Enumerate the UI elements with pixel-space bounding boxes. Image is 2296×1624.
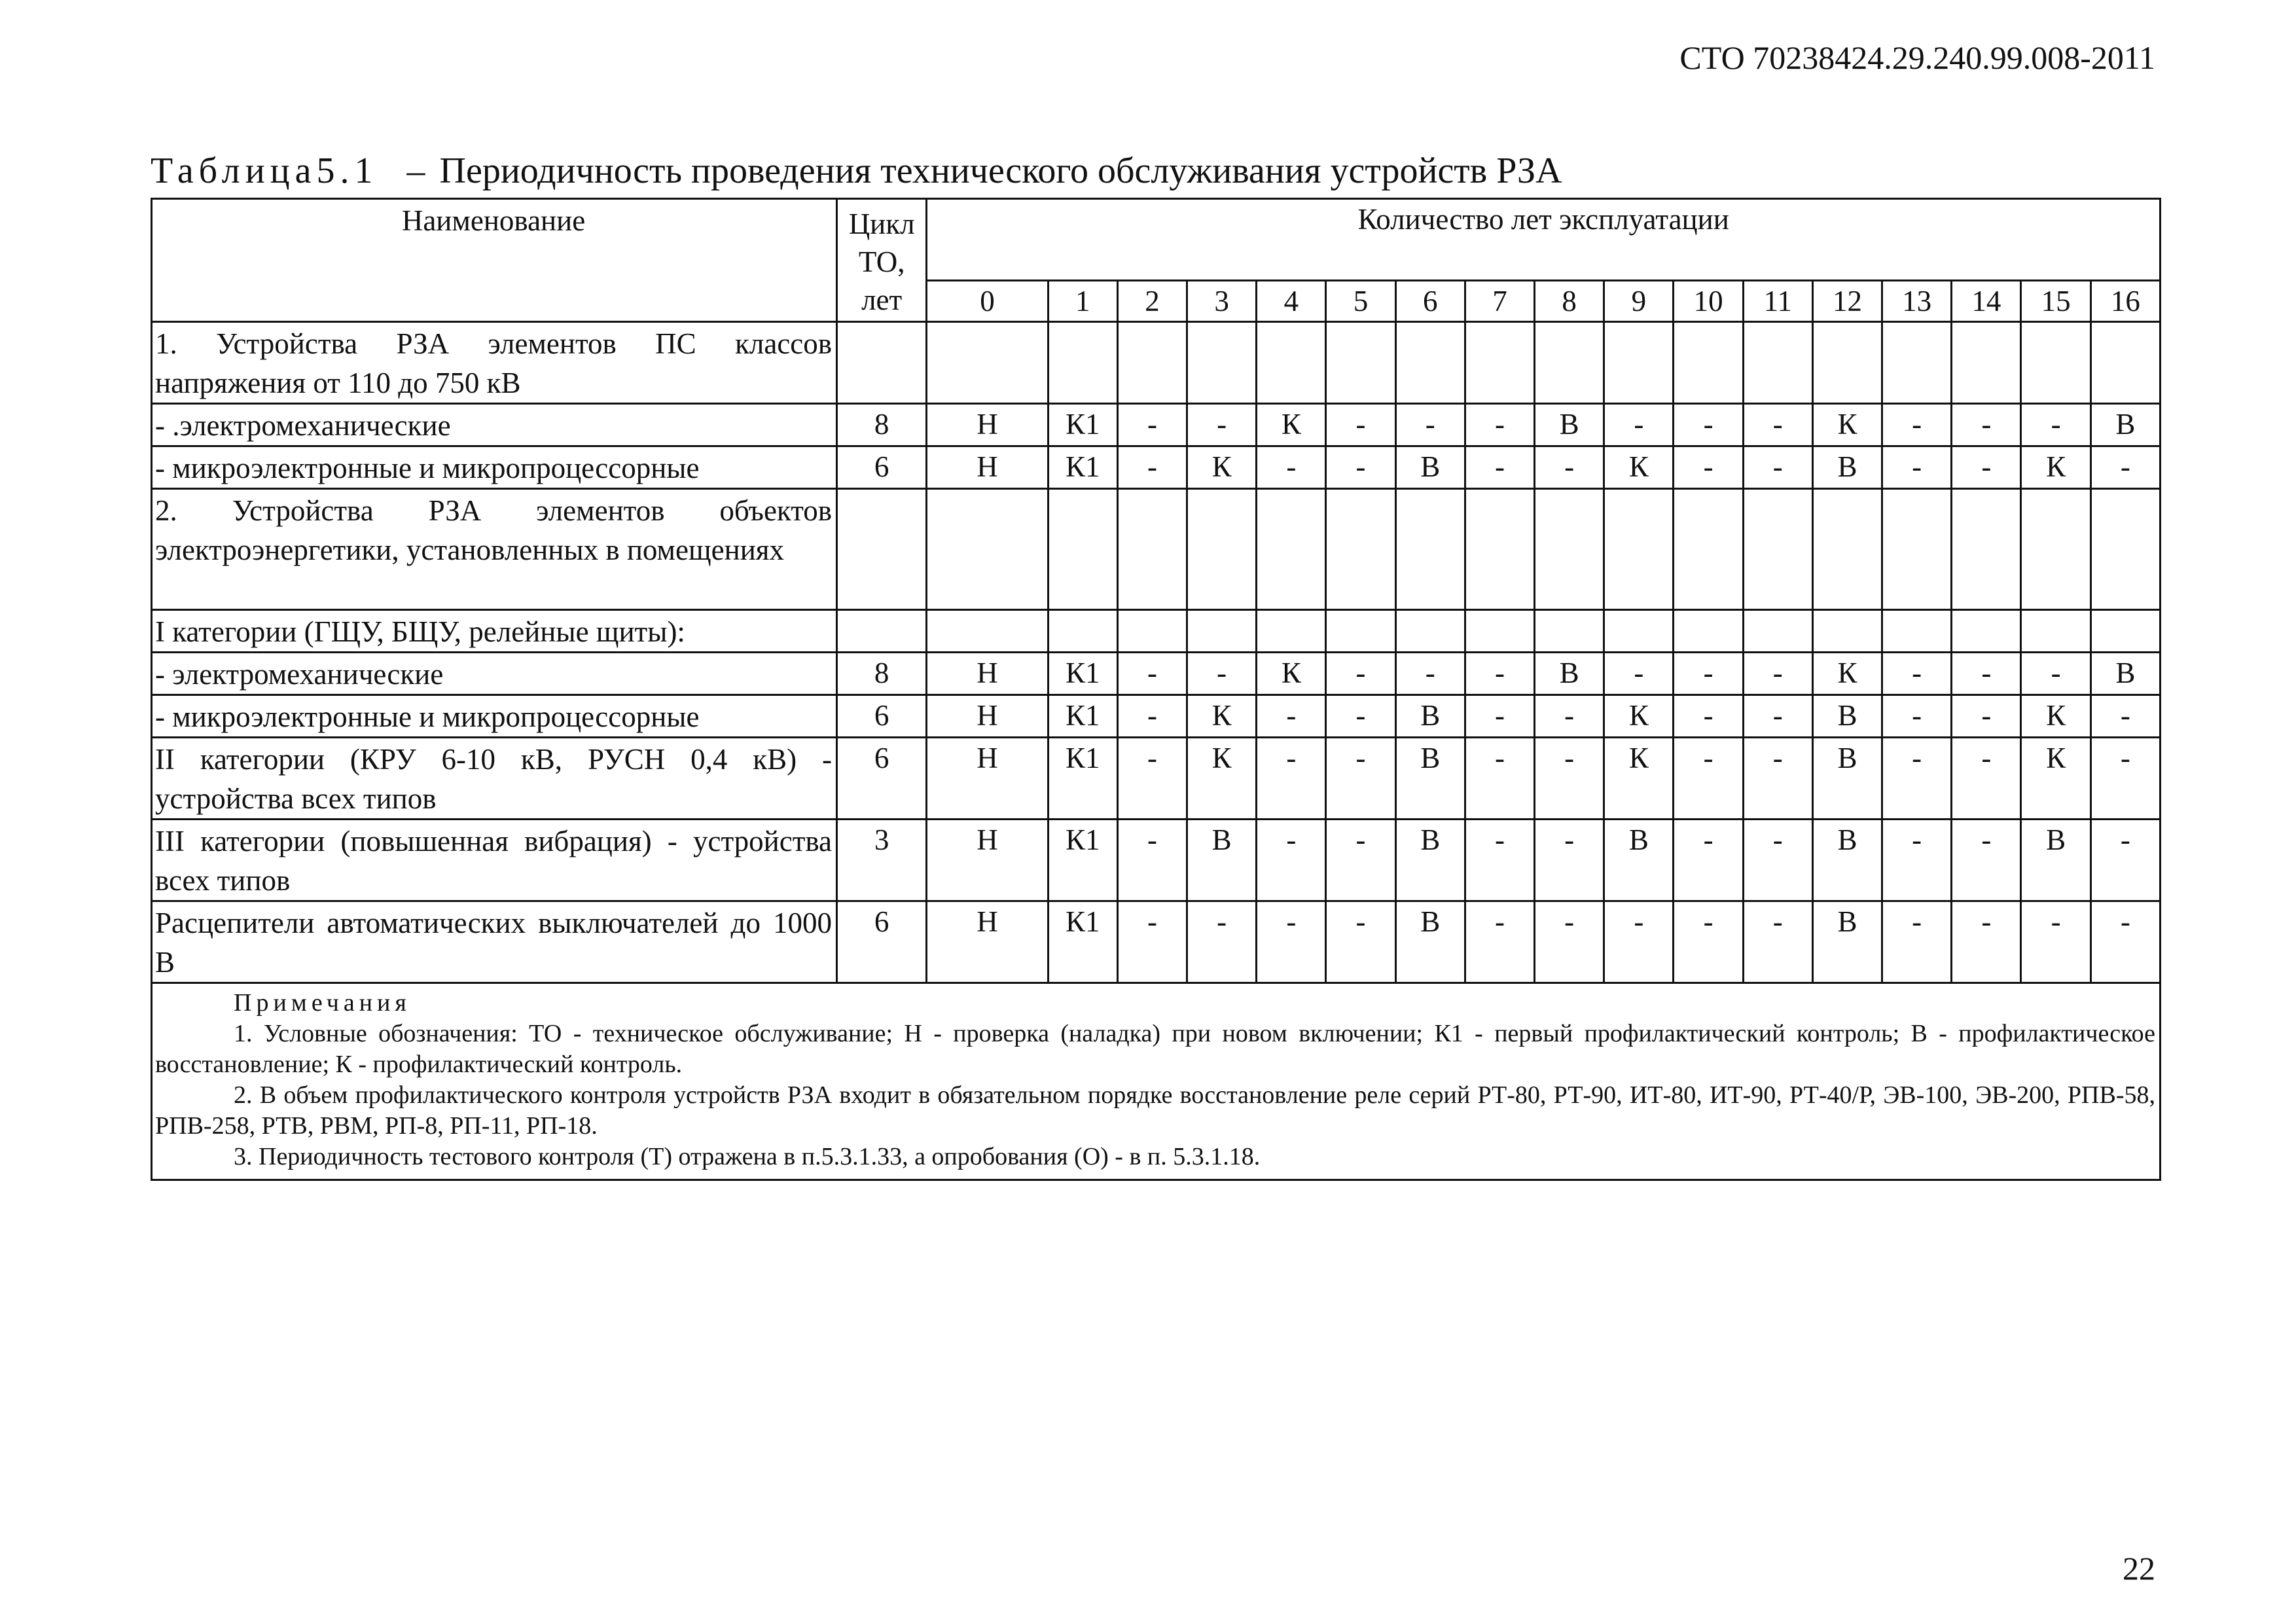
row-value-cell xyxy=(1535,610,1604,653)
row-value-cell: - xyxy=(1535,695,1604,738)
row-value-cell: К1 xyxy=(1048,404,1117,446)
table-row xyxy=(152,901,2161,983)
row-value-cell: - xyxy=(1117,446,1187,489)
row-value-cell: - xyxy=(1535,901,1604,983)
row-value-cell: В xyxy=(2090,404,2160,446)
row-value-cell xyxy=(1535,489,1604,610)
row-value-cell xyxy=(2021,610,2090,653)
row-value-cell: - xyxy=(1326,820,1395,901)
row-value-cell: - xyxy=(1187,404,1257,446)
row-value-cell: В xyxy=(1812,901,1882,983)
row-value-cell xyxy=(1395,489,1465,610)
row-value-cell xyxy=(1882,489,1952,610)
row-value-cell xyxy=(1743,322,1812,404)
table-body xyxy=(152,199,2161,1180)
row-value-cell: - xyxy=(1465,446,1534,489)
row-value-cell xyxy=(1257,322,1326,404)
row-value-cell xyxy=(1604,610,1674,653)
header-year-cell: 7 xyxy=(1465,281,1534,322)
row-value-cell: - xyxy=(1117,738,1187,820)
row-cycle-cell xyxy=(837,489,927,610)
row-value-cell: К1 xyxy=(1048,820,1117,901)
header-year-cell: 1 xyxy=(1048,281,1117,322)
row-value-cell: - xyxy=(1952,738,2021,820)
row-value-cell: К1 xyxy=(1048,901,1117,983)
row-value-cell xyxy=(1674,610,1743,653)
row-value-cell: - xyxy=(1535,820,1604,901)
row-value-cell xyxy=(1604,322,1674,404)
row-value-cell: - xyxy=(1882,446,1952,489)
header-year-cell: 0 xyxy=(927,281,1048,322)
row-value-cell: К xyxy=(1604,446,1674,489)
row-value-cell xyxy=(1117,489,1187,610)
header-year-cell: 10 xyxy=(1674,281,1743,322)
row-value-cell: - xyxy=(1395,404,1465,446)
notes-list xyxy=(155,1019,2155,1172)
row-value-cell xyxy=(1395,610,1465,653)
row-value-cell: - xyxy=(2090,446,2160,489)
header-year-cell: 6 xyxy=(1395,281,1465,322)
row-value-cell xyxy=(1882,322,1952,404)
caption-dash: – xyxy=(406,151,425,191)
row-value-cell: В xyxy=(2090,653,2160,695)
row-value-cell xyxy=(1326,610,1395,653)
row-value-cell: В xyxy=(1535,653,1604,695)
row-value-cell: - xyxy=(1535,738,1604,820)
row-value-cell xyxy=(1812,610,1882,653)
row-cycle-cell xyxy=(837,322,927,404)
row-value-cell: К xyxy=(1812,404,1882,446)
notes-title: Примечания xyxy=(234,989,411,1017)
row-value-cell: - xyxy=(1743,404,1812,446)
maintenance-table xyxy=(151,198,2161,1181)
row-value-cell: - xyxy=(1257,695,1326,738)
header-year-cell: 5 xyxy=(1326,281,1395,322)
table-row xyxy=(152,322,2161,404)
row-value-cell xyxy=(1048,489,1117,610)
row-value-cell xyxy=(2090,489,2160,610)
row-value-cell: К xyxy=(1187,738,1257,820)
row-value-cell: Н xyxy=(927,695,1048,738)
row-name-cell: - .электромеханические xyxy=(152,404,837,446)
row-value-cell xyxy=(1395,322,1465,404)
header-cycle-text: Цикл ТО, лет xyxy=(848,208,915,316)
note-item: 1. Условные обозначения: ТО - техническое обслуживание; Н - проверка (наладка) при новом включении; К1 - первый профилактический контроль; В - профилактическое восстановление; К - профилактический контроль. xyxy=(155,1020,2155,1078)
row-value-cell: - xyxy=(1187,653,1257,695)
table-row xyxy=(152,653,2161,695)
row-value-cell xyxy=(1743,489,1812,610)
row-name-cell: I категории (ГЩУ, БЩУ, релейные щиты): xyxy=(152,610,837,653)
row-value-cell: - xyxy=(1674,738,1743,820)
row-value-cell xyxy=(1674,322,1743,404)
row-value-cell: - xyxy=(2090,695,2160,738)
row-value-cell: К1 xyxy=(1048,653,1117,695)
row-value-cell: К xyxy=(1257,404,1326,446)
row-value-cell: - xyxy=(2090,738,2160,820)
row-cycle-cell: 3 xyxy=(837,820,927,901)
row-value-cell xyxy=(1187,610,1257,653)
row-value-cell: - xyxy=(1326,695,1395,738)
row-value-cell: - xyxy=(1674,901,1743,983)
row-name-cell: Расцепители автоматических выключателей до 1000 В xyxy=(152,901,837,983)
row-value-cell: К xyxy=(2021,695,2090,738)
caption-title: Периодичность проведения технического обслуживания устройств РЗА xyxy=(439,151,1562,191)
row-cycle-cell: 6 xyxy=(837,901,927,983)
row-name-cell: 2. Устройства РЗА элементов объектов электроэнергетики, установленных в помещениях xyxy=(152,489,837,610)
row-value-cell xyxy=(1117,610,1187,653)
row-value-cell: В xyxy=(1395,446,1465,489)
row-value-cell: В xyxy=(1535,404,1604,446)
row-value-cell: - xyxy=(1743,695,1812,738)
row-value-cell: - xyxy=(1743,446,1812,489)
row-value-cell: - xyxy=(1604,901,1674,983)
header-year-cell: 16 xyxy=(2090,281,2160,322)
row-value-cell: - xyxy=(1257,446,1326,489)
row-name-cell: II категории (КРУ 6-10 кВ, РУСН 0,4 кВ) - устройства всех типов xyxy=(152,738,837,820)
row-value-cell xyxy=(1048,610,1117,653)
row-name-cell: - электромеханические xyxy=(152,653,837,695)
header-cycle xyxy=(837,199,927,322)
note-item: 3. Периодичность тестового контроля (Т) отражена в п.5.3.1.33, а опробования (О) - в п. 5.3.1.18. xyxy=(234,1143,1261,1170)
row-value-cell: В xyxy=(2021,820,2090,901)
row-value-cell xyxy=(2090,610,2160,653)
row-value-cell: К xyxy=(2021,738,2090,820)
row-value-cell: - xyxy=(2021,404,2090,446)
row-value-cell xyxy=(2090,322,2160,404)
row-value-cell: - xyxy=(1117,695,1187,738)
row-name-cell: III категории (повышенная вибрация) - устройства всех типов xyxy=(152,820,837,901)
row-value-cell xyxy=(1743,610,1812,653)
row-value-cell xyxy=(1117,322,1187,404)
row-value-cell: В xyxy=(1812,695,1882,738)
row-value-cell: - xyxy=(2090,820,2160,901)
row-value-cell: - xyxy=(1674,695,1743,738)
row-value-cell: - xyxy=(1257,820,1326,901)
row-value-cell: - xyxy=(1743,738,1812,820)
row-value-cell: - xyxy=(1535,446,1604,489)
row-value-cell: - xyxy=(1465,820,1534,901)
header-year-cell: 4 xyxy=(1257,281,1326,322)
row-value-cell: В xyxy=(1395,738,1465,820)
row-value-cell: К xyxy=(1604,695,1674,738)
row-cycle-cell: 6 xyxy=(837,738,927,820)
row-value-cell xyxy=(927,489,1048,610)
row-value-cell: - xyxy=(1465,901,1534,983)
row-value-cell: - xyxy=(1465,695,1534,738)
row-value-cell: В xyxy=(1604,820,1674,901)
table-caption xyxy=(151,149,1562,192)
row-value-cell xyxy=(1674,489,1743,610)
row-value-cell: - xyxy=(1326,446,1395,489)
row-value-cell: Н xyxy=(927,653,1048,695)
row-value-cell xyxy=(927,610,1048,653)
header-year-cell: 8 xyxy=(1535,281,1604,322)
caption-label: Таблица5.1 xyxy=(151,151,378,191)
row-value-cell: К xyxy=(1604,738,1674,820)
header-name: Наименование xyxy=(152,199,837,322)
header-year-cell: 15 xyxy=(2021,281,2090,322)
row-value-cell: - xyxy=(1117,901,1187,983)
row-value-cell: - xyxy=(1326,653,1395,695)
row-value-cell xyxy=(1952,610,2021,653)
row-value-cell: - xyxy=(1743,653,1812,695)
row-value-cell xyxy=(2021,489,2090,610)
row-value-cell: - xyxy=(1952,446,2021,489)
row-name-cell: 1. Устройства РЗА элементов ПС классов напряжения от 110 до 750 кВ xyxy=(152,322,837,404)
row-value-cell xyxy=(1326,489,1395,610)
row-value-cell: - xyxy=(1117,404,1187,446)
table-row xyxy=(152,738,2161,820)
header-year-cell: 13 xyxy=(1882,281,1952,322)
row-value-cell: - xyxy=(2021,653,2090,695)
header-year-cell: 2 xyxy=(1117,281,1187,322)
notes-cell xyxy=(152,983,2161,1180)
row-value-cell: - xyxy=(1882,738,1952,820)
row-value-cell xyxy=(1812,322,1882,404)
row-value-cell xyxy=(1812,489,1882,610)
row-value-cell: К xyxy=(1187,446,1257,489)
row-value-cell xyxy=(1604,489,1674,610)
row-value-cell: В xyxy=(1812,446,1882,489)
row-value-cell xyxy=(1257,489,1326,610)
row-value-cell: - xyxy=(1604,653,1674,695)
row-value-cell: - xyxy=(1674,820,1743,901)
row-value-cell: - xyxy=(1743,820,1812,901)
table-row xyxy=(152,820,2161,901)
row-value-cell xyxy=(1952,489,2021,610)
row-cycle-cell xyxy=(837,610,927,653)
row-value-cell: - xyxy=(1117,820,1187,901)
row-value-cell: - xyxy=(1882,820,1952,901)
document-code: СТО 70238424.29.240.99.008-2011 xyxy=(1679,39,2155,76)
row-value-cell: - xyxy=(2021,901,2090,983)
row-value-cell: - xyxy=(1952,901,2021,983)
row-value-cell: - xyxy=(1952,820,2021,901)
row-value-cell: Н xyxy=(927,446,1048,489)
row-value-cell: К xyxy=(1187,695,1257,738)
table-row xyxy=(152,489,2161,610)
header-year-cell: 3 xyxy=(1187,281,1257,322)
row-value-cell: К1 xyxy=(1048,446,1117,489)
row-value-cell: - xyxy=(1326,901,1395,983)
row-cycle-cell: 6 xyxy=(837,695,927,738)
header-year-cell: 12 xyxy=(1812,281,1882,322)
row-value-cell xyxy=(1048,322,1117,404)
row-value-cell xyxy=(1187,489,1257,610)
row-value-cell: - xyxy=(1326,738,1395,820)
row-value-cell: - xyxy=(1465,404,1534,446)
row-value-cell xyxy=(1465,489,1534,610)
row-value-cell: К1 xyxy=(1048,695,1117,738)
row-value-cell: - xyxy=(1882,695,1952,738)
row-value-cell: - xyxy=(1882,404,1952,446)
row-value-cell: В xyxy=(1395,901,1465,983)
row-value-cell: В xyxy=(1812,820,1882,901)
row-name-cell: - микроэлектронные и микропроцессорные xyxy=(152,695,837,738)
row-value-cell xyxy=(1465,610,1534,653)
row-cycle-cell: 8 xyxy=(837,653,927,695)
row-value-cell: - xyxy=(1604,404,1674,446)
row-value-cell: В xyxy=(1395,820,1465,901)
row-value-cell xyxy=(1465,322,1534,404)
row-cycle-cell: 8 xyxy=(837,404,927,446)
row-value-cell: - xyxy=(1465,738,1534,820)
header-year-cell: 14 xyxy=(1952,281,2021,322)
row-value-cell: - xyxy=(2090,901,2160,983)
row-value-cell: - xyxy=(1465,653,1534,695)
row-value-cell: - xyxy=(1952,404,2021,446)
header-years-group: Количество лет эксплуатации xyxy=(927,199,2161,281)
header-year-cell: 9 xyxy=(1604,281,1674,322)
row-value-cell: Н xyxy=(927,820,1048,901)
table-row xyxy=(152,695,2161,738)
table-row xyxy=(152,610,2161,653)
row-value-cell: Н xyxy=(927,738,1048,820)
note-item: 2. В объем профилактического контроля устройств РЗА входит в обязательном порядке восстановление реле серий РТ-80, РТ-90, ИТ-80, ИТ-90, РТ-40/Р, ЭВ-100, ЭВ-200, РПВ-58, РПВ-258, РТВ, РВМ, РП-8, РП-11, РП-18. xyxy=(155,1081,2155,1140)
table-row xyxy=(152,446,2161,489)
row-value-cell: - xyxy=(1395,653,1465,695)
row-value-cell: - xyxy=(1882,901,1952,983)
row-value-cell xyxy=(1952,322,2021,404)
row-value-cell: - xyxy=(1882,653,1952,695)
row-value-cell: - xyxy=(1257,738,1326,820)
row-value-cell: К1 xyxy=(1048,738,1117,820)
header-year-cell: 11 xyxy=(1743,281,1812,322)
page-number: 22 xyxy=(2123,1550,2155,1587)
row-value-cell: К xyxy=(2021,446,2090,489)
table-row xyxy=(152,404,2161,446)
row-value-cell: - xyxy=(1952,695,2021,738)
row-value-cell xyxy=(1326,322,1395,404)
row-value-cell: - xyxy=(1117,653,1187,695)
row-value-cell: - xyxy=(1326,404,1395,446)
row-value-cell: В xyxy=(1187,820,1257,901)
row-value-cell xyxy=(1257,610,1326,653)
row-value-cell: В xyxy=(1395,695,1465,738)
row-value-cell xyxy=(1882,610,1952,653)
row-value-cell: К xyxy=(1812,653,1882,695)
row-value-cell: - xyxy=(1743,901,1812,983)
row-value-cell xyxy=(927,322,1048,404)
row-value-cell: - xyxy=(1674,404,1743,446)
row-value-cell xyxy=(1535,322,1604,404)
row-value-cell: К xyxy=(1257,653,1326,695)
row-value-cell xyxy=(1187,322,1257,404)
row-value-cell: - xyxy=(1674,446,1743,489)
row-value-cell: - xyxy=(1674,653,1743,695)
row-value-cell: Н xyxy=(927,404,1048,446)
row-cycle-cell: 6 xyxy=(837,446,927,489)
row-value-cell: В xyxy=(1812,738,1882,820)
row-name-cell: - микроэлектронные и микропроцессорные xyxy=(152,446,837,489)
row-value-cell: - xyxy=(1952,653,2021,695)
row-value-cell: - xyxy=(1257,901,1326,983)
row-value-cell: - xyxy=(1187,901,1257,983)
row-value-cell: Н xyxy=(927,901,1048,983)
row-value-cell xyxy=(2021,322,2090,404)
